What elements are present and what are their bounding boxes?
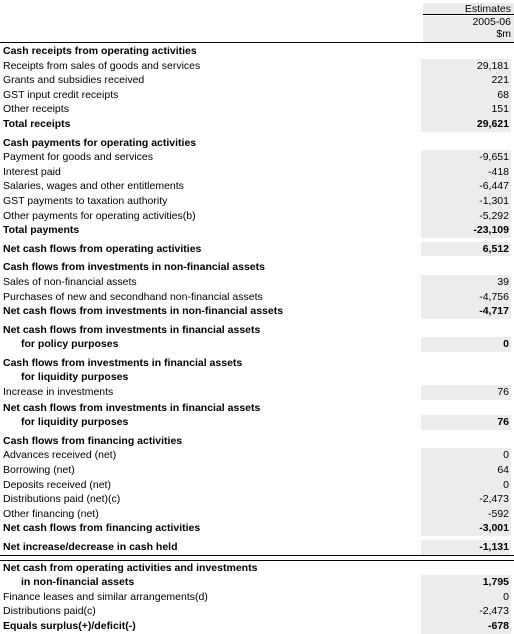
header-year: 2005-06 xyxy=(423,16,514,28)
row-label: Net cash flows from financing activities xyxy=(3,522,201,535)
row-value: -2,473 xyxy=(421,604,511,619)
row-label: Purchases of new and secondhand non-financial assets xyxy=(3,290,263,303)
table-row xyxy=(0,73,514,88)
row-label: Total receipts xyxy=(3,117,71,130)
table-row xyxy=(0,290,514,305)
row-label: Other payments for operating activities(b) xyxy=(3,209,196,222)
table-row xyxy=(0,165,514,180)
row-label: Cash payments for operating activities xyxy=(3,136,197,149)
row-value: -2,473 xyxy=(421,492,511,507)
row-value: -4,717 xyxy=(421,304,511,319)
header-unit: $m xyxy=(423,28,514,42)
table-row xyxy=(0,194,514,209)
row-label: Grants and subsidies received xyxy=(3,74,145,87)
column-header xyxy=(0,0,514,43)
table-row xyxy=(0,619,514,634)
table-row xyxy=(0,448,514,463)
row-label: Cash flows from financing activities xyxy=(3,434,183,447)
row-value: 0 xyxy=(421,337,511,352)
row-label: GST input credit receipts xyxy=(3,88,119,101)
statement-rows xyxy=(0,44,514,634)
row-label: Total payments xyxy=(3,224,80,237)
row-label: Cash flows from investments in non-financial assets xyxy=(3,261,265,274)
row-label: Net increase/decrease in cash held xyxy=(3,541,178,553)
row-label: in non-financial assets xyxy=(21,576,135,589)
table-row xyxy=(0,434,514,449)
row-value: -5,292 xyxy=(421,209,511,224)
table-row xyxy=(0,560,514,576)
row-value: 151 xyxy=(421,102,511,117)
row-label: Interest paid xyxy=(3,165,61,178)
row-value: -1,301 xyxy=(421,194,511,209)
table-row xyxy=(0,260,514,275)
row-value: 64 xyxy=(421,463,511,478)
row-value: 0 xyxy=(421,448,511,463)
row-label: Other receipts xyxy=(3,103,69,116)
row-value: 68 xyxy=(421,88,511,103)
table-row xyxy=(0,275,514,290)
row-value: 76 xyxy=(421,415,511,430)
row-value: -6,447 xyxy=(421,179,511,194)
row-label: Salaries, wages and other entitlements xyxy=(3,180,184,193)
row-value: -592 xyxy=(421,507,511,522)
row-value: 0 xyxy=(421,478,511,493)
table-row xyxy=(0,150,514,165)
table-row xyxy=(0,401,514,416)
row-label: Net cash from operating activities and investments xyxy=(3,561,258,574)
row-label: Other financing (net) xyxy=(3,507,99,520)
header-rule xyxy=(0,42,514,43)
row-label: Deposits received (net) xyxy=(3,478,111,491)
row-value: 0 xyxy=(421,590,511,605)
row-label: Net cash flows from operating activities xyxy=(3,242,202,255)
row-value: 221 xyxy=(421,73,511,88)
row-label: for policy purposes xyxy=(21,338,119,351)
row-value: 29,181 xyxy=(421,59,511,74)
table-row xyxy=(0,223,514,238)
row-value: -1,131 xyxy=(421,540,511,555)
row-value: 76 xyxy=(421,385,511,400)
row-label: Sales of non-financial assets xyxy=(3,275,137,288)
row-value: -4,756 xyxy=(421,290,511,305)
table-row xyxy=(0,179,514,194)
row-label: Net cash flows from investments in financial assets xyxy=(3,323,261,336)
table-row xyxy=(0,323,514,338)
table-row xyxy=(0,492,514,507)
table-row xyxy=(0,59,514,74)
table-row xyxy=(0,604,514,619)
row-label: Equals surplus(+)/deficit(-) xyxy=(3,619,136,632)
table-row xyxy=(0,136,514,151)
row-value: -3,001 xyxy=(421,521,511,536)
row-label: GST payments to taxation authority xyxy=(3,194,168,207)
row-label: for liquidity purposes xyxy=(21,371,129,384)
row-label: Increase in investments xyxy=(3,386,114,399)
row-value: 39 xyxy=(421,275,511,290)
table-row xyxy=(0,540,514,556)
row-value: -678 xyxy=(421,619,511,634)
table-row xyxy=(0,521,514,536)
row-value: 29,621 xyxy=(421,117,511,132)
table-row xyxy=(0,242,514,257)
row-value: -23,109 xyxy=(421,223,511,238)
row-label: Finance leases and similar arrangements(d) xyxy=(3,590,208,603)
row-label: Distributions paid(c) xyxy=(3,605,96,618)
row-value: 1,795 xyxy=(421,575,511,590)
table-row xyxy=(0,337,514,352)
table-row xyxy=(0,209,514,224)
table-row xyxy=(0,575,514,590)
row-label: Distributions paid (net)(c) xyxy=(3,493,121,506)
table-row xyxy=(0,370,514,385)
table-row xyxy=(0,117,514,132)
table-row xyxy=(0,44,514,59)
row-label: Cash flows from investments in financial assets xyxy=(3,356,243,369)
row-value: 6,512 xyxy=(421,242,511,257)
row-label: for liquidity purposes xyxy=(21,416,129,429)
table-row xyxy=(0,304,514,319)
table-row xyxy=(0,102,514,117)
row-label: Net cash flows from investments in non-financial assets xyxy=(3,305,284,318)
row-label: Payment for goods and services xyxy=(3,151,153,164)
row-label: Receipts from sales of goods and services xyxy=(3,59,201,72)
table-row xyxy=(0,88,514,103)
header-estimates: Estimates xyxy=(423,3,514,15)
row-label: Net cash flows from investments in financial assets xyxy=(3,401,261,414)
row-label: Advances received (net) xyxy=(3,449,117,462)
table-row xyxy=(0,463,514,478)
table-row xyxy=(0,385,514,400)
table-row xyxy=(0,478,514,493)
row-label: Borrowing (net) xyxy=(3,464,75,477)
row-value: -418 xyxy=(421,165,511,180)
row-value: -9,651 xyxy=(421,150,511,165)
table-row xyxy=(0,507,514,522)
row-label: Cash receipts from operating activities xyxy=(3,45,197,57)
table-row xyxy=(0,356,514,371)
table-row xyxy=(0,415,514,430)
table-row xyxy=(0,590,514,605)
